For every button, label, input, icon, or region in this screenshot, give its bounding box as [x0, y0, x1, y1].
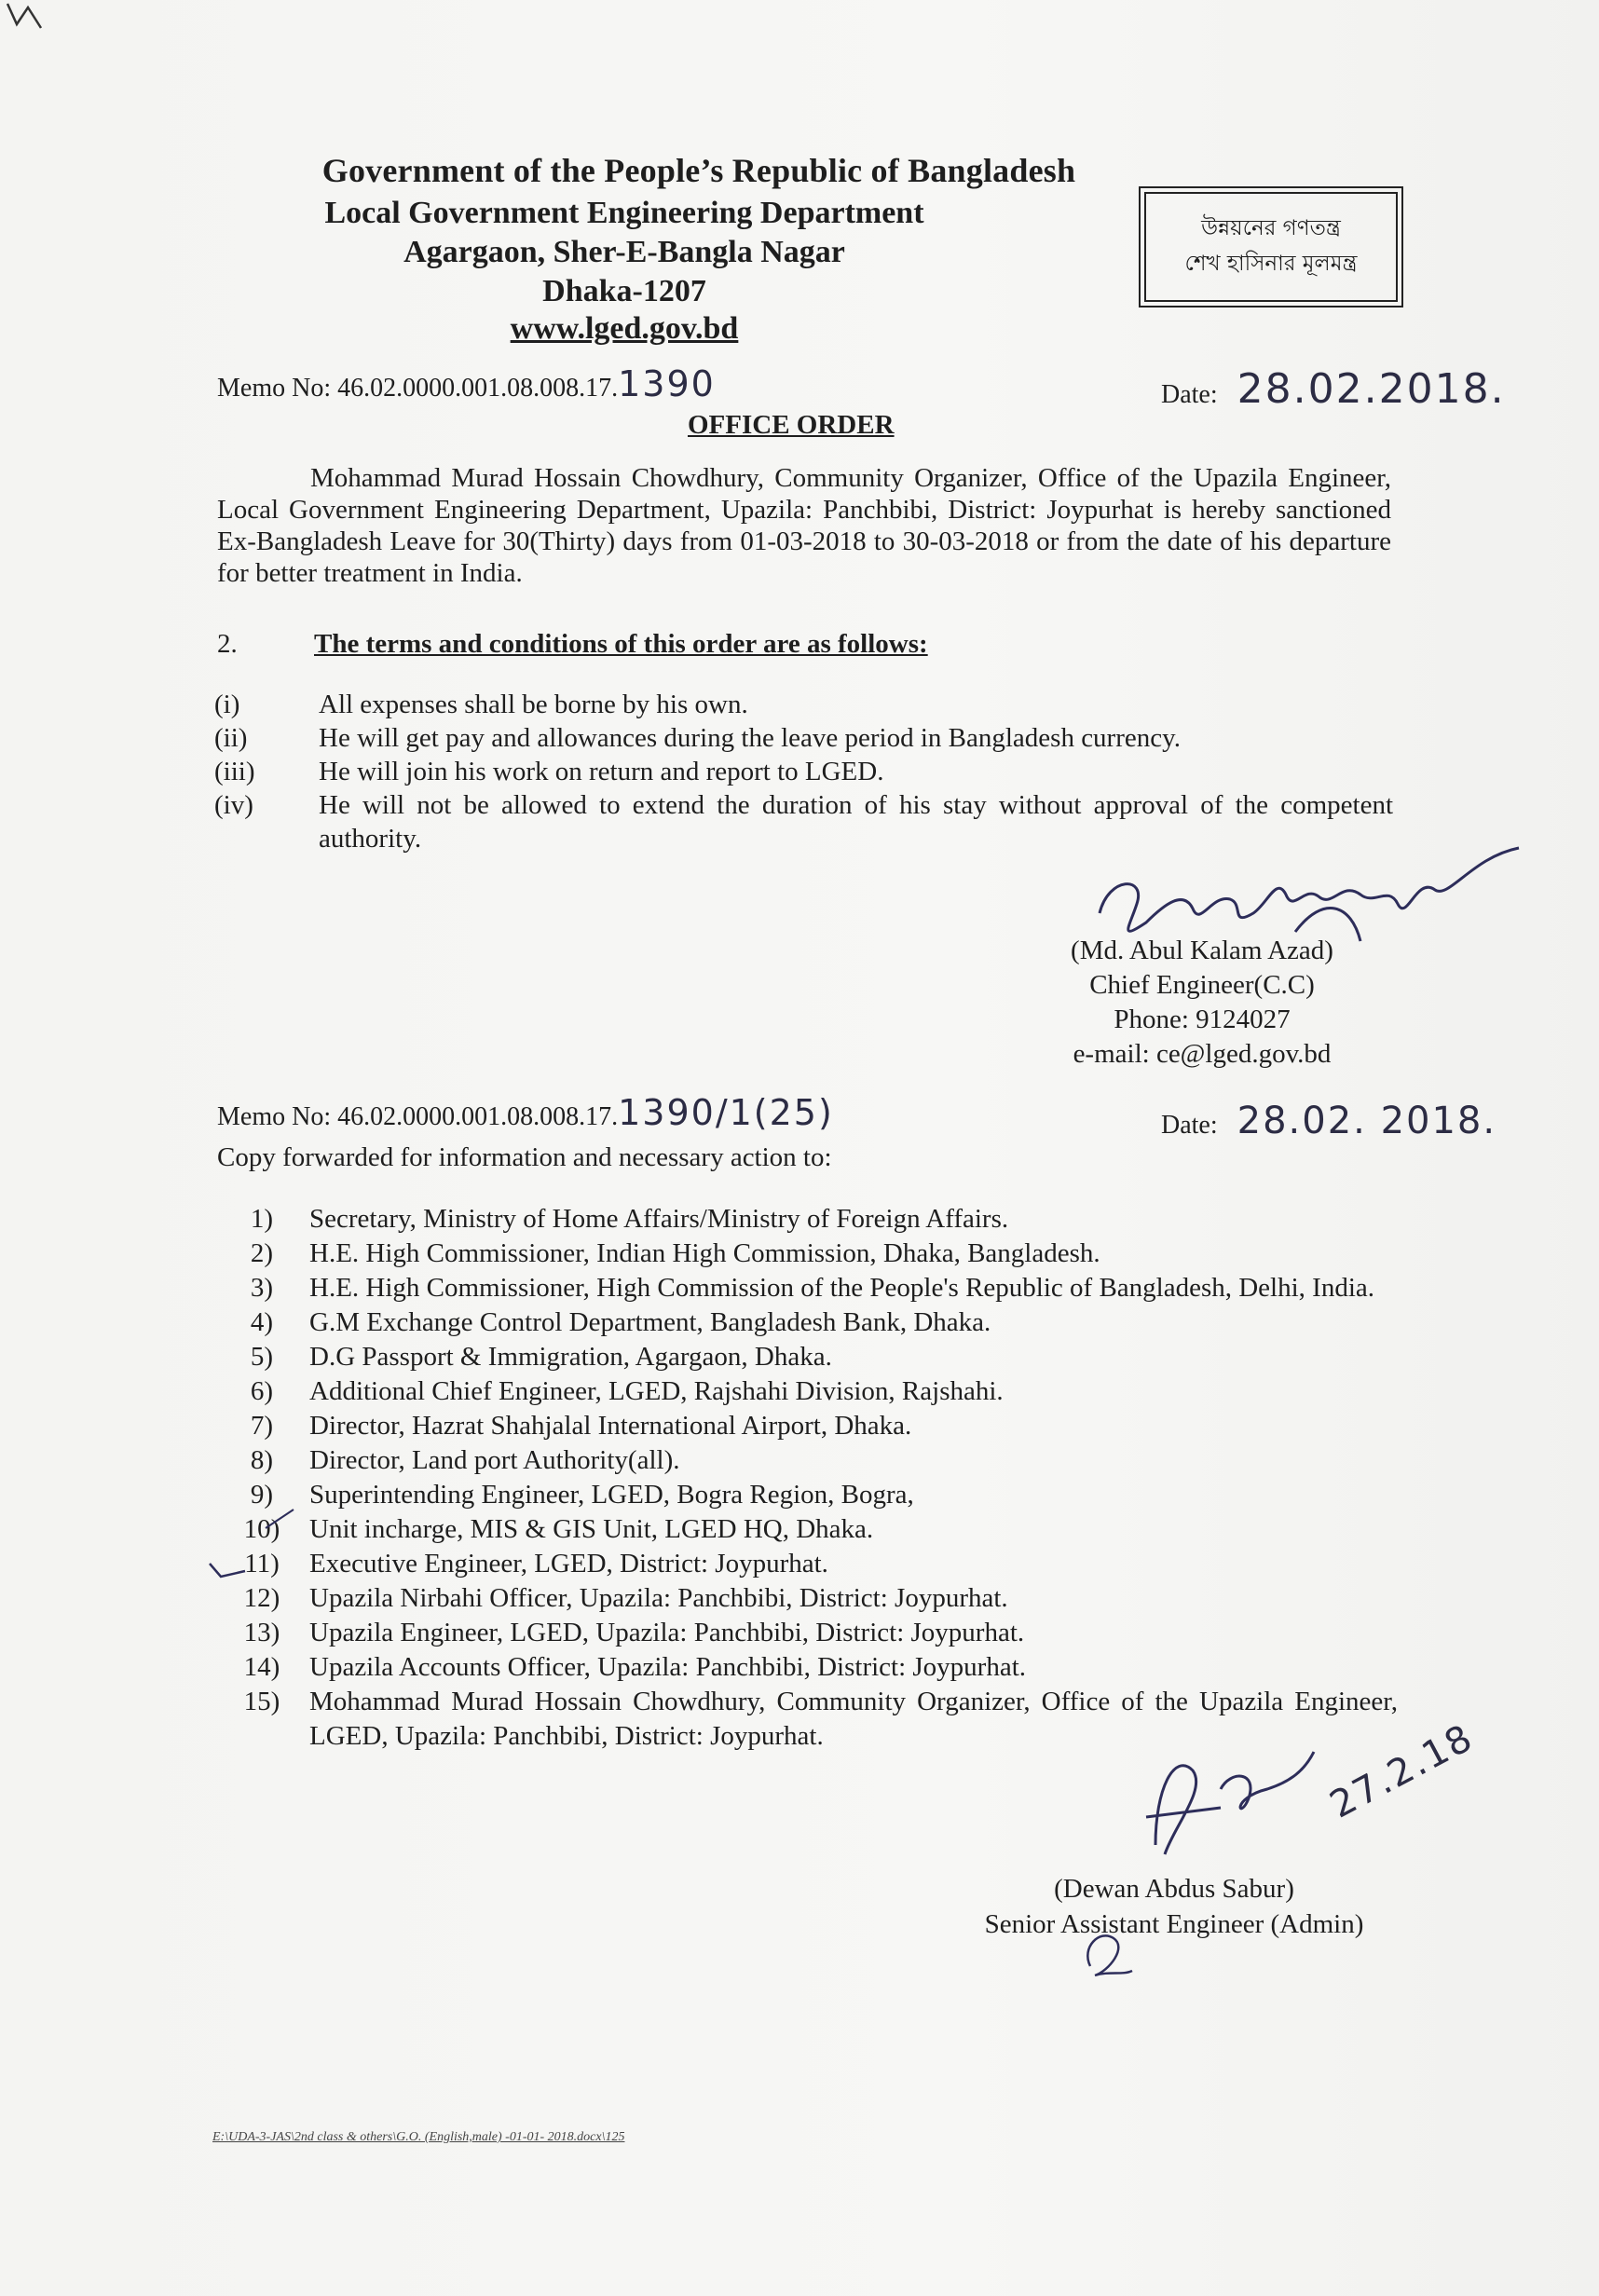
- item-number: 4): [250, 1307, 274, 1337]
- item-number: 10): [243, 1514, 280, 1544]
- signatory-phone: Phone: 9124027: [1114, 1004, 1291, 1034]
- signatory-email: e-mail: ce@lged.gov.bd: [1073, 1039, 1332, 1069]
- copy-date-handwritten: 28.02. 2018.: [1237, 1100, 1497, 1142]
- copy-memo-line: [217, 1092, 834, 1133]
- slogan-box: [1144, 192, 1398, 302]
- memo-line: [217, 363, 716, 404]
- item-text: He will not be allowed to extend the duration of his stay without approval of the competent authority.: [319, 790, 1393, 854]
- signatory-name: (Md. Abul Kalam Azad): [1071, 936, 1333, 965]
- terms-number: 2.: [217, 629, 238, 659]
- header-department: Local Government Engineering Department: [324, 196, 924, 230]
- terms-heading: The terms and conditions of this order are as follows:: [314, 629, 928, 659]
- initial-mark: [1072, 1920, 1146, 1985]
- item-number: 13): [243, 1618, 280, 1647]
- list-item: [214, 755, 1393, 788]
- order-paragraph-text: Mohammad Murad Hossain Chowdhury, Community Organizer, Office of the Upazila Engineer, Local Government Engineering Department, Upazila: Panchbibi, District: Joypurhat is hereby sanctioned Ex-Bangladesh Leave for 30(Thirty) days from 01-03-2018 to 30-03-2018 or from the date of his departure for better treatment in India.: [217, 463, 1391, 588]
- signatory-block-1: [1034, 934, 1370, 1072]
- list-item: [214, 1443, 1398, 1478]
- signatory-designation: Chief Engineer(C.C): [1089, 970, 1315, 1000]
- list-item: [214, 1512, 1398, 1547]
- item-text: G.M Exchange Control Department, Bangladesh Bank, Dhaka.: [309, 1307, 991, 1337]
- item-text: Executive Engineer, LGED, District: Joypurhat.: [309, 1549, 828, 1578]
- item-number: 7): [250, 1411, 274, 1441]
- corner-mark: [0, 0, 102, 56]
- item-number: 9): [250, 1480, 274, 1510]
- item-text: D.G Passport & Immigration, Agargaon, Dhaka.: [309, 1342, 832, 1372]
- list-item: [214, 1237, 1398, 1271]
- item-text: Secretary, Ministry of Home Affairs/Ministry of Foreign Affairs.: [309, 1204, 1009, 1234]
- list-item: [214, 1409, 1398, 1443]
- slogan-line-1: উন্নয়নের গণতন্ত্র: [1201, 216, 1341, 240]
- item-number: 11): [244, 1549, 280, 1578]
- item-number: (i): [214, 690, 240, 719]
- item-text: Upazila Accounts Officer, Upazila: Panchbibi, District: Joypurhat.: [309, 1652, 1027, 1682]
- item-number: (ii): [214, 723, 248, 753]
- date-line: [1161, 365, 1506, 413]
- item-text: He will join his work on return and report to LGED.: [319, 757, 884, 786]
- copy-memo-number-handwritten: 1390/1(25): [618, 1092, 834, 1133]
- recipients-list: [214, 1202, 1398, 1754]
- memo-label: Memo No: 46.02.0000.001.08.008.17.: [217, 374, 619, 403]
- list-item: [214, 1478, 1398, 1512]
- item-number: 5): [250, 1342, 274, 1372]
- item-number: 6): [250, 1376, 274, 1406]
- signatory-designation: Senior Assistant Engineer (Admin): [984, 1909, 1364, 1939]
- list-item: [214, 1271, 1398, 1305]
- list-item: [214, 1547, 1398, 1581]
- office-order-title: OFFICE ORDER: [688, 410, 895, 440]
- handwritten-date: 27.2.18: [1323, 1715, 1481, 1827]
- header-website: www.lged.gov.bd: [510, 311, 739, 346]
- date-label: Date:: [1161, 380, 1218, 409]
- item-text: Director, Hazrat Shahjalal International Airport, Dhaka.: [309, 1411, 912, 1441]
- memo-number-handwritten: 1390: [618, 363, 716, 404]
- slogan-line-2: শেখ হাসিনার মূলমন্ত্র: [1184, 252, 1358, 276]
- item-number: 15): [243, 1687, 280, 1716]
- item-number: (iv): [214, 790, 253, 820]
- copy-memo-label: Memo No: 46.02.0000.001.08.008.17.: [217, 1102, 619, 1131]
- pen-tick-mark: [200, 1491, 331, 1584]
- terms-list: [214, 688, 1393, 855]
- list-item: [214, 1374, 1398, 1409]
- item-number: 14): [243, 1652, 280, 1682]
- header-government: Government of the People’s Republic of Bangladesh: [321, 152, 1076, 189]
- copy-date-label: Date:: [1161, 1111, 1218, 1140]
- item-text: Additional Chief Engineer, LGED, Rajshahi Division, Rajshahi.: [309, 1376, 1004, 1406]
- list-item: [214, 1581, 1398, 1616]
- item-number: 1): [250, 1204, 274, 1234]
- item-text: Upazila Nirbahi Officer, Upazila: Panchbibi, District: Joypurhat.: [309, 1583, 1008, 1613]
- list-item: [214, 1305, 1398, 1340]
- date-handwritten: 28.02.2018.: [1237, 365, 1506, 413]
- item-number: 3): [250, 1273, 274, 1303]
- item-text: H.E. High Commissioner, Indian High Commission, Dhaka, Bangladesh.: [309, 1238, 1100, 1268]
- item-text: H.E. High Commissioner, High Commission of the People's Republic of Bangladesh, Delhi, India.: [309, 1273, 1375, 1303]
- header-city: Dhaka-1207: [542, 274, 706, 308]
- item-number: 8): [250, 1445, 274, 1475]
- signatory-name: (Dewan Abdus Sabur): [1054, 1874, 1294, 1904]
- copy-intro: Copy forwarded for information and necessary action to:: [217, 1142, 832, 1172]
- list-item: [214, 688, 1393, 721]
- list-item: [214, 1340, 1398, 1374]
- item-text: Unit incharge, MIS & GIS Unit, LGED HQ, Dhaka.: [309, 1514, 874, 1544]
- item-number: 2): [250, 1238, 274, 1268]
- list-item: [214, 721, 1393, 755]
- list-item: [214, 1202, 1398, 1237]
- item-number: (iii): [214, 757, 255, 786]
- signatory-block-2: [932, 1871, 1416, 1942]
- order-paragraph: [217, 462, 1391, 589]
- list-item: [214, 1650, 1398, 1685]
- header-address: Agargaon, Sher-E-Bangla Nagar: [403, 235, 845, 269]
- item-text: Director, Land port Authority(all).: [309, 1445, 680, 1475]
- item-text: Upazila Engineer, LGED, Upazila: Panchbibi, District: Joypurhat.: [309, 1618, 1025, 1647]
- item-text: He will get pay and allowances during the leave period in Bangladesh currency.: [319, 723, 1181, 753]
- item-number: 12): [243, 1583, 280, 1613]
- list-item: [214, 1616, 1398, 1650]
- copy-date-line: [1161, 1100, 1496, 1142]
- item-text: All expenses shall be borne by his own.: [319, 690, 748, 719]
- item-text: Superintending Engineer, LGED, Bogra Region, Bogra,: [309, 1480, 914, 1510]
- footer-file-path: E:\UDA-3-JAS\2nd class & others\G.O. (English,male) -01-01- 2018.docx\125: [212, 2130, 625, 2144]
- item-text: Mohammad Murad Hossain Chowdhury, Community Organizer, Office of the Upazila Engineer, LGED, Upazila: Panchbibi, District: Joypurhat.: [309, 1687, 1398, 1751]
